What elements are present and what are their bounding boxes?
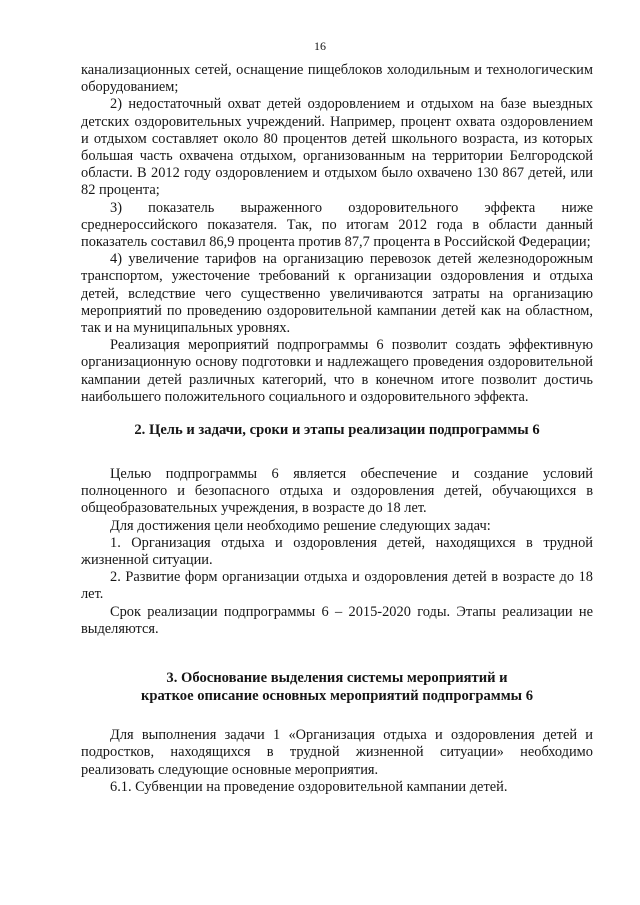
paragraph-implementation: Реализация мероприятий подпрограммы 6 позволит создать эффективную организационную основу подготовки и надлежащего проведения оздоровительной кампании детей различных категорий, что в конечном итоге позволит достичь наибольшего положительного социального и оздоровительного эффекта.: [81, 337, 593, 405]
paragraph-coverage: 2) недостаточный охват детей оздоровлением и отдыхом на базе выездных детских оздоровительных учреждений. Например, процент охвата оздоровлением и отдыхом составляет около 80 процентов детей школьного возраста, из которых большая часть охвачена отдыхом, организованным на территории Белгородской области. В 2012 году оздоровлением и отдыхом было охвачено 130 867 детей, или 82 процента;: [81, 96, 593, 199]
section-3-heading-line-1: 3. Обоснование выделения системы мероприятий и: [166, 670, 508, 687]
paragraph-health-effect: 3) показатель выраженного оздоровительного эффекта ниже среднероссийского показателя. Так, по итогам 2012 года в области данный показатель составил 86,9 процента против 87,7 процента в Российской Федерации;: [81, 199, 593, 251]
page-body: [81, 62, 593, 796]
section-3-heading-line-2: краткое описание основных мероприятий подпрограммы 6: [140, 688, 534, 705]
paragraph-continuation: канализационных сетей, оснащение пищеблоков холодильным и технологическим оборудованием;: [81, 62, 593, 96]
paragraph-task-1: 1. Организация отдыха и оздоровления детей, находящихся в трудной жизненной ситуации.: [81, 534, 593, 569]
paragraph-goal: Целью подпрограммы 6 является обеспечение и создание условий полноценного и безопасного отдыха и оздоровления детей, обучающихся в общеобразовательных учреждения, в возрасте до 18 лет.: [81, 466, 593, 517]
paragraph-subventions: 6.1. Субвенции на проведение оздоровительной кампании детей.: [110, 778, 508, 795]
paragraph-term: Срок реализации подпрограммы 6 – 2015-2020 годы. Этапы реализации не выделяются.: [81, 603, 593, 637]
paragraph-task-2: 2. Развитие форм организации отдыха и оздоровления детей в возрасте до 18 лет.: [81, 569, 593, 603]
section-2-heading: 2. Цель и задачи, сроки и этапы реализации подпрограммы 6: [134, 422, 540, 439]
paragraph-tasks-intro: Для достижения цели необходимо решение следующих задач:: [110, 517, 491, 534]
paragraph-task-1-measures: Для выполнения задачи 1 «Организация отдыха и оздоровления детей и подростков, находящихся в трудной жизненной ситуации» необходимо реализовать следующие основные мероприятия.: [81, 727, 593, 778]
paragraph-tariffs: 4) увеличение тарифов на организацию перевозок детей железнодорожным транспортом, ужесточение требований к организации оздоровления и отдыха детей, вследствие чего существенно увеличиваются затраты на организацию мероприятий по проведению оздоровительной кампании детей как на областном, так и на муниципальных уровнях.: [81, 251, 593, 337]
page-number: 16: [314, 39, 326, 53]
